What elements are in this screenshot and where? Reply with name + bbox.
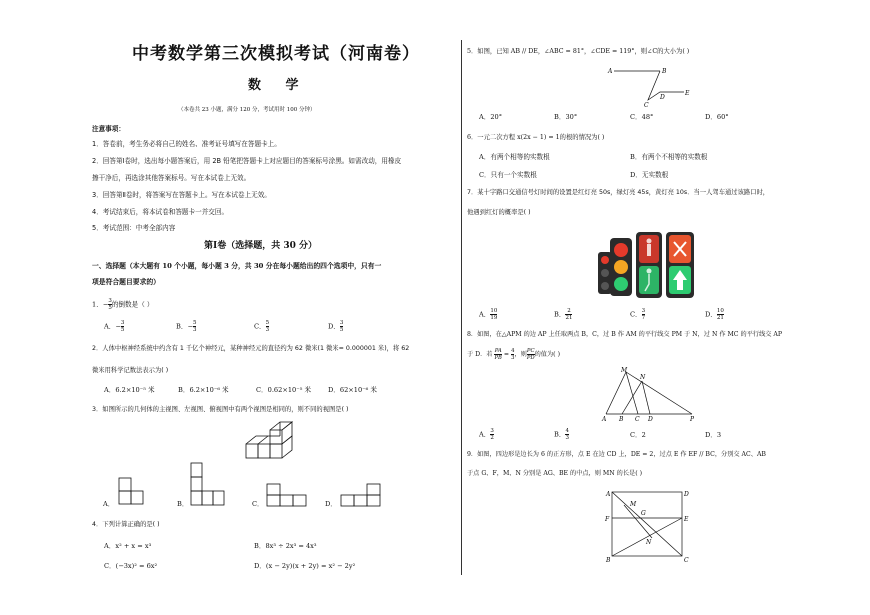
solid-figure — [244, 426, 304, 464]
q1-option-d[interactable]: D． $\frac{3}{5}$ — [328, 320, 344, 333]
point-label: A — [608, 68, 613, 75]
q6-stem: 6．一元二次方程 x(2x − 1) = 1的根的情况为( ) — [467, 134, 605, 141]
point-label: A — [606, 491, 611, 498]
q5-figure — [606, 64, 696, 109]
section1-intro: 一、选择题（本大题有 10 个小题，每小题 3 分，共 30 分在每小题给出的四个选项中，只有一 — [92, 262, 382, 270]
q6-option-d[interactable]: D．无实数根 — [630, 171, 669, 179]
light-green-icon — [614, 277, 628, 291]
view-c[interactable] — [266, 484, 308, 508]
q8-option-a[interactable]: A． $\frac{3}{2}$ — [479, 428, 494, 441]
note-item: 3．回答第Ⅱ卷时，将答案写在答题卡上。写在本试卷上无效。 — [92, 191, 271, 199]
view-b[interactable] — [190, 462, 226, 508]
q1-stem: 1．− $\frac{3}{5}$ 的倒数是（ ） — [92, 298, 154, 311]
q4-option-a[interactable]: A．x² + x = x³ — [104, 542, 152, 550]
q8-figure — [600, 366, 700, 422]
q3-option-d[interactable]: D． — [325, 500, 337, 508]
point-label: M — [630, 501, 637, 508]
point-label: C — [684, 557, 689, 564]
column-divider — [461, 40, 462, 575]
q9-figure — [604, 488, 690, 564]
note-item: 2．回答第Ⅰ卷时，选出每小题答案后，用 2B 铅笔把答题卡上对应题目的答案标号涂黑。如需改动，用橡皮 — [92, 157, 402, 165]
note-item: 擦干净后，再选涂其他答案标号。写在本试卷上无效。 — [92, 174, 251, 182]
q8-stem: 于 D．若 $\frac{PA}{PB}$ = $\frac{4}{3}$ ，则 $\frac{PC}{PD}$ 的值为( ) — [467, 348, 560, 361]
point-label: P — [690, 416, 695, 423]
point-label: E — [685, 90, 690, 97]
note-item: 1．答卷前，考生务必将自己的姓名、准考证号填写在答题卡上。 — [92, 140, 281, 148]
exam-title: 中考数学第三次模拟考试（河南卷） — [132, 44, 420, 64]
q2-option-d[interactable]: D．62×10⁻⁶ 米 — [328, 386, 377, 394]
q7-option-a[interactable]: A． $\frac{10}{19}$ — [479, 308, 498, 321]
q1-option-a[interactable]: A．− $\frac{3}{5}$ — [104, 320, 125, 333]
q9-stem: 于点 G、F，M、N 分别是 AG、BE 的中点，则 MN 的长是( ) — [467, 470, 642, 477]
q5-option-d[interactable]: D．60° — [705, 113, 729, 121]
point-label: M — [621, 367, 628, 374]
q7-option-c[interactable]: C． $\frac{3}{7}$ — [630, 308, 646, 321]
point-label: D — [684, 491, 689, 498]
q7-stem: 他遇到红灯的概率是( ) — [467, 209, 531, 216]
exam-subtitle: 数 学 — [248, 78, 309, 93]
light-amber-icon — [614, 260, 628, 274]
q3-stem: 3．如图所示的几何体的主视图、左视图、俯视图中有两个视图是相同的，则不同的视图是( ) — [92, 406, 349, 413]
point-label: N — [640, 374, 646, 381]
traffic-lights-image — [596, 230, 706, 302]
q2-stem: 微米用科学记数法表示为( ) — [92, 367, 169, 374]
q8-option-d[interactable]: D．3 — [705, 431, 722, 439]
point-label: B — [662, 68, 667, 75]
section1-intro: 项是符合题目要求的） — [92, 278, 160, 286]
section1-heading: 第Ⅰ卷（选择题，共 30 分） — [204, 241, 318, 251]
point-label: B — [619, 416, 624, 423]
q8-option-c[interactable]: C．2 — [630, 431, 646, 439]
light-red-icon — [601, 256, 609, 264]
q3-option-b[interactable]: B． — [177, 500, 189, 508]
q7-stem: 7．某十字路口交通信号灯时间的设置是红灯亮 50s，绿灯亮 45s，黄灯亮 10s．当一人驾车通过该路口时， — [467, 189, 770, 196]
q2-option-a[interactable]: A．6.2×10⁻⁵ 米 — [104, 386, 155, 394]
q4-option-d[interactable]: D．(x − 2y)(x + 2y) = x² − 2y² — [254, 562, 356, 570]
point-label: C — [635, 416, 640, 423]
light-red-icon — [614, 243, 628, 257]
q2-option-b[interactable]: B．6.2×10⁻⁶ 米 — [178, 386, 229, 394]
q5-stem: 5．如图，已知 AB // DE，∠ABC = 81°，∠CDE = 119°，则∠C的大小为( ) — [467, 48, 690, 55]
q2-stem: 2．人体中枢神经系统中约含有 1 千亿个神经元，某种神经元的直径约为 62 微米(1 微米= 0.000001 米)，将 62 — [92, 345, 410, 352]
note-item: 4．考试结束后，将本试卷和答题卡一并交回。 — [92, 208, 229, 216]
q7-option-b[interactable]: B． $\frac{2}{21}$ — [554, 308, 573, 321]
point-label: F — [605, 516, 610, 523]
q6-option-c[interactable]: C．只有一个实数根 — [479, 171, 537, 179]
q8-stem: 8．如图，在△APM 的边 AP 上任取两点 B，C，过 B 作 AM 的平行线交 PM 于 N，过 N 作 MC 的平行线交 AP — [467, 331, 783, 338]
q4-option-b[interactable]: B．8x³ ÷ 2x³ = 4x³ — [254, 542, 317, 550]
point-label: N — [646, 539, 652, 546]
q8-option-b[interactable]: B． $\frac{4}{3}$ — [554, 428, 569, 441]
notes-heading: 注意事项： — [92, 125, 125, 133]
q6-option-a[interactable]: A．有两个相等的实数根 — [479, 153, 550, 161]
q9-stem: 9．如图，四边形是边长为 6 的正方形，点 E 在边 CD 上，DE = 2，过点 E 作 EF // BC，分别交 AC、AB — [467, 451, 766, 458]
fraction: $\frac{3}{5}$ — [108, 298, 112, 311]
point-label: D — [648, 416, 653, 423]
q5-option-b[interactable]: B．30° — [554, 113, 578, 121]
point-label: D — [660, 94, 665, 101]
q5-option-c[interactable]: C．48° — [630, 113, 654, 121]
point-label: A — [602, 416, 607, 423]
q7-option-d[interactable]: D． $\frac{10}{21}$ — [705, 308, 724, 321]
exam-info: （本卷共 23 小题，满分 120 分，考试用时 100 分钟） — [178, 107, 316, 113]
q2-option-c[interactable]: C．0.62×10⁻⁵ 米 — [256, 386, 312, 394]
point-label: C — [644, 102, 649, 109]
point-label: E — [684, 516, 689, 523]
view-a[interactable] — [118, 478, 150, 508]
q1-option-b[interactable]: B．− $\frac{5}{3}$ — [176, 320, 197, 333]
note-item: 5．考试范围：中考全部内容 — [92, 224, 176, 232]
q3-option-c[interactable]: C． — [252, 500, 264, 508]
view-d[interactable] — [340, 484, 384, 508]
point-label: B — [606, 557, 611, 564]
point-label: G — [641, 510, 646, 517]
q6-option-b[interactable]: B．有两个不相等的实数根 — [630, 153, 708, 161]
q1-option-c[interactable]: C． $\frac{5}{3}$ — [254, 320, 270, 333]
q3-option-a[interactable]: A． — [103, 500, 115, 508]
q4-stem: 4．下列计算正确的是( ) — [92, 521, 160, 528]
q5-option-a[interactable]: A．20° — [479, 113, 503, 121]
q4-option-c[interactable]: C．(−3x)² = 6x² — [104, 562, 158, 570]
